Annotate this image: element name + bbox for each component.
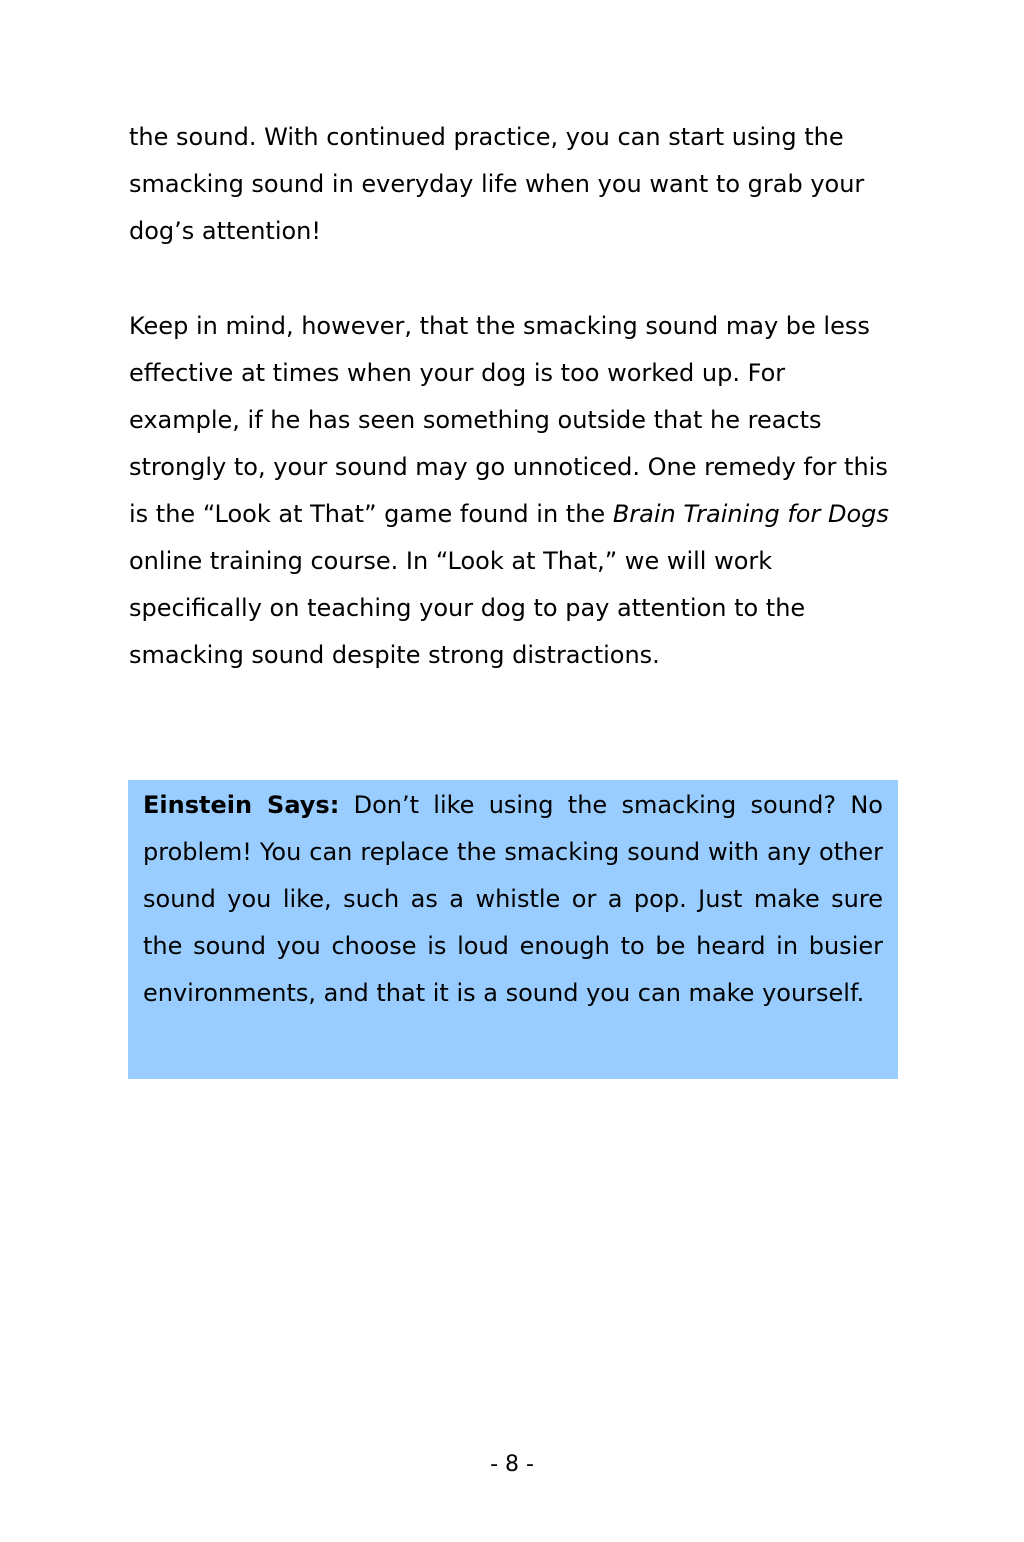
einstein-says-callout (128, 780, 898, 1079)
paragraph-text-before: Keep in mind, however, that the smacking sound may be less effective at times when your dog is too worked up. For example, if he has seen something outside that he reacts strongly to, your sound may go unnoticed. One remedy for this is the “Look at That” game found in the (129, 312, 888, 528)
page-number: - 8 - (490, 1452, 534, 1477)
paragraph-continued-text: the sound. With continued practice, you can start using the smacking sound in everyday life when you want to grab your dog’s attention! (129, 123, 865, 245)
paragraph-continued (129, 114, 899, 255)
callout-text (143, 782, 883, 1017)
callout-label: Einstein Says: (143, 791, 340, 819)
course-title-italic: Brain Training for Dogs (612, 500, 889, 528)
paragraph-text-after: online training course. In “Look at That,” we will work specifically on teaching your dog to pay attention to the smacking sound despite strong distractions. (129, 547, 806, 669)
paragraph-look-at-that (129, 303, 899, 679)
callout-body: Don’t like using the smacking sound? No problem! You can replace the smacking sound with any other sound you like, such as a whistle or a pop. Just make sure the sound you choose is loud enough to be heard in busier environments, and that it is a sound you can make yourself. (143, 791, 883, 1007)
